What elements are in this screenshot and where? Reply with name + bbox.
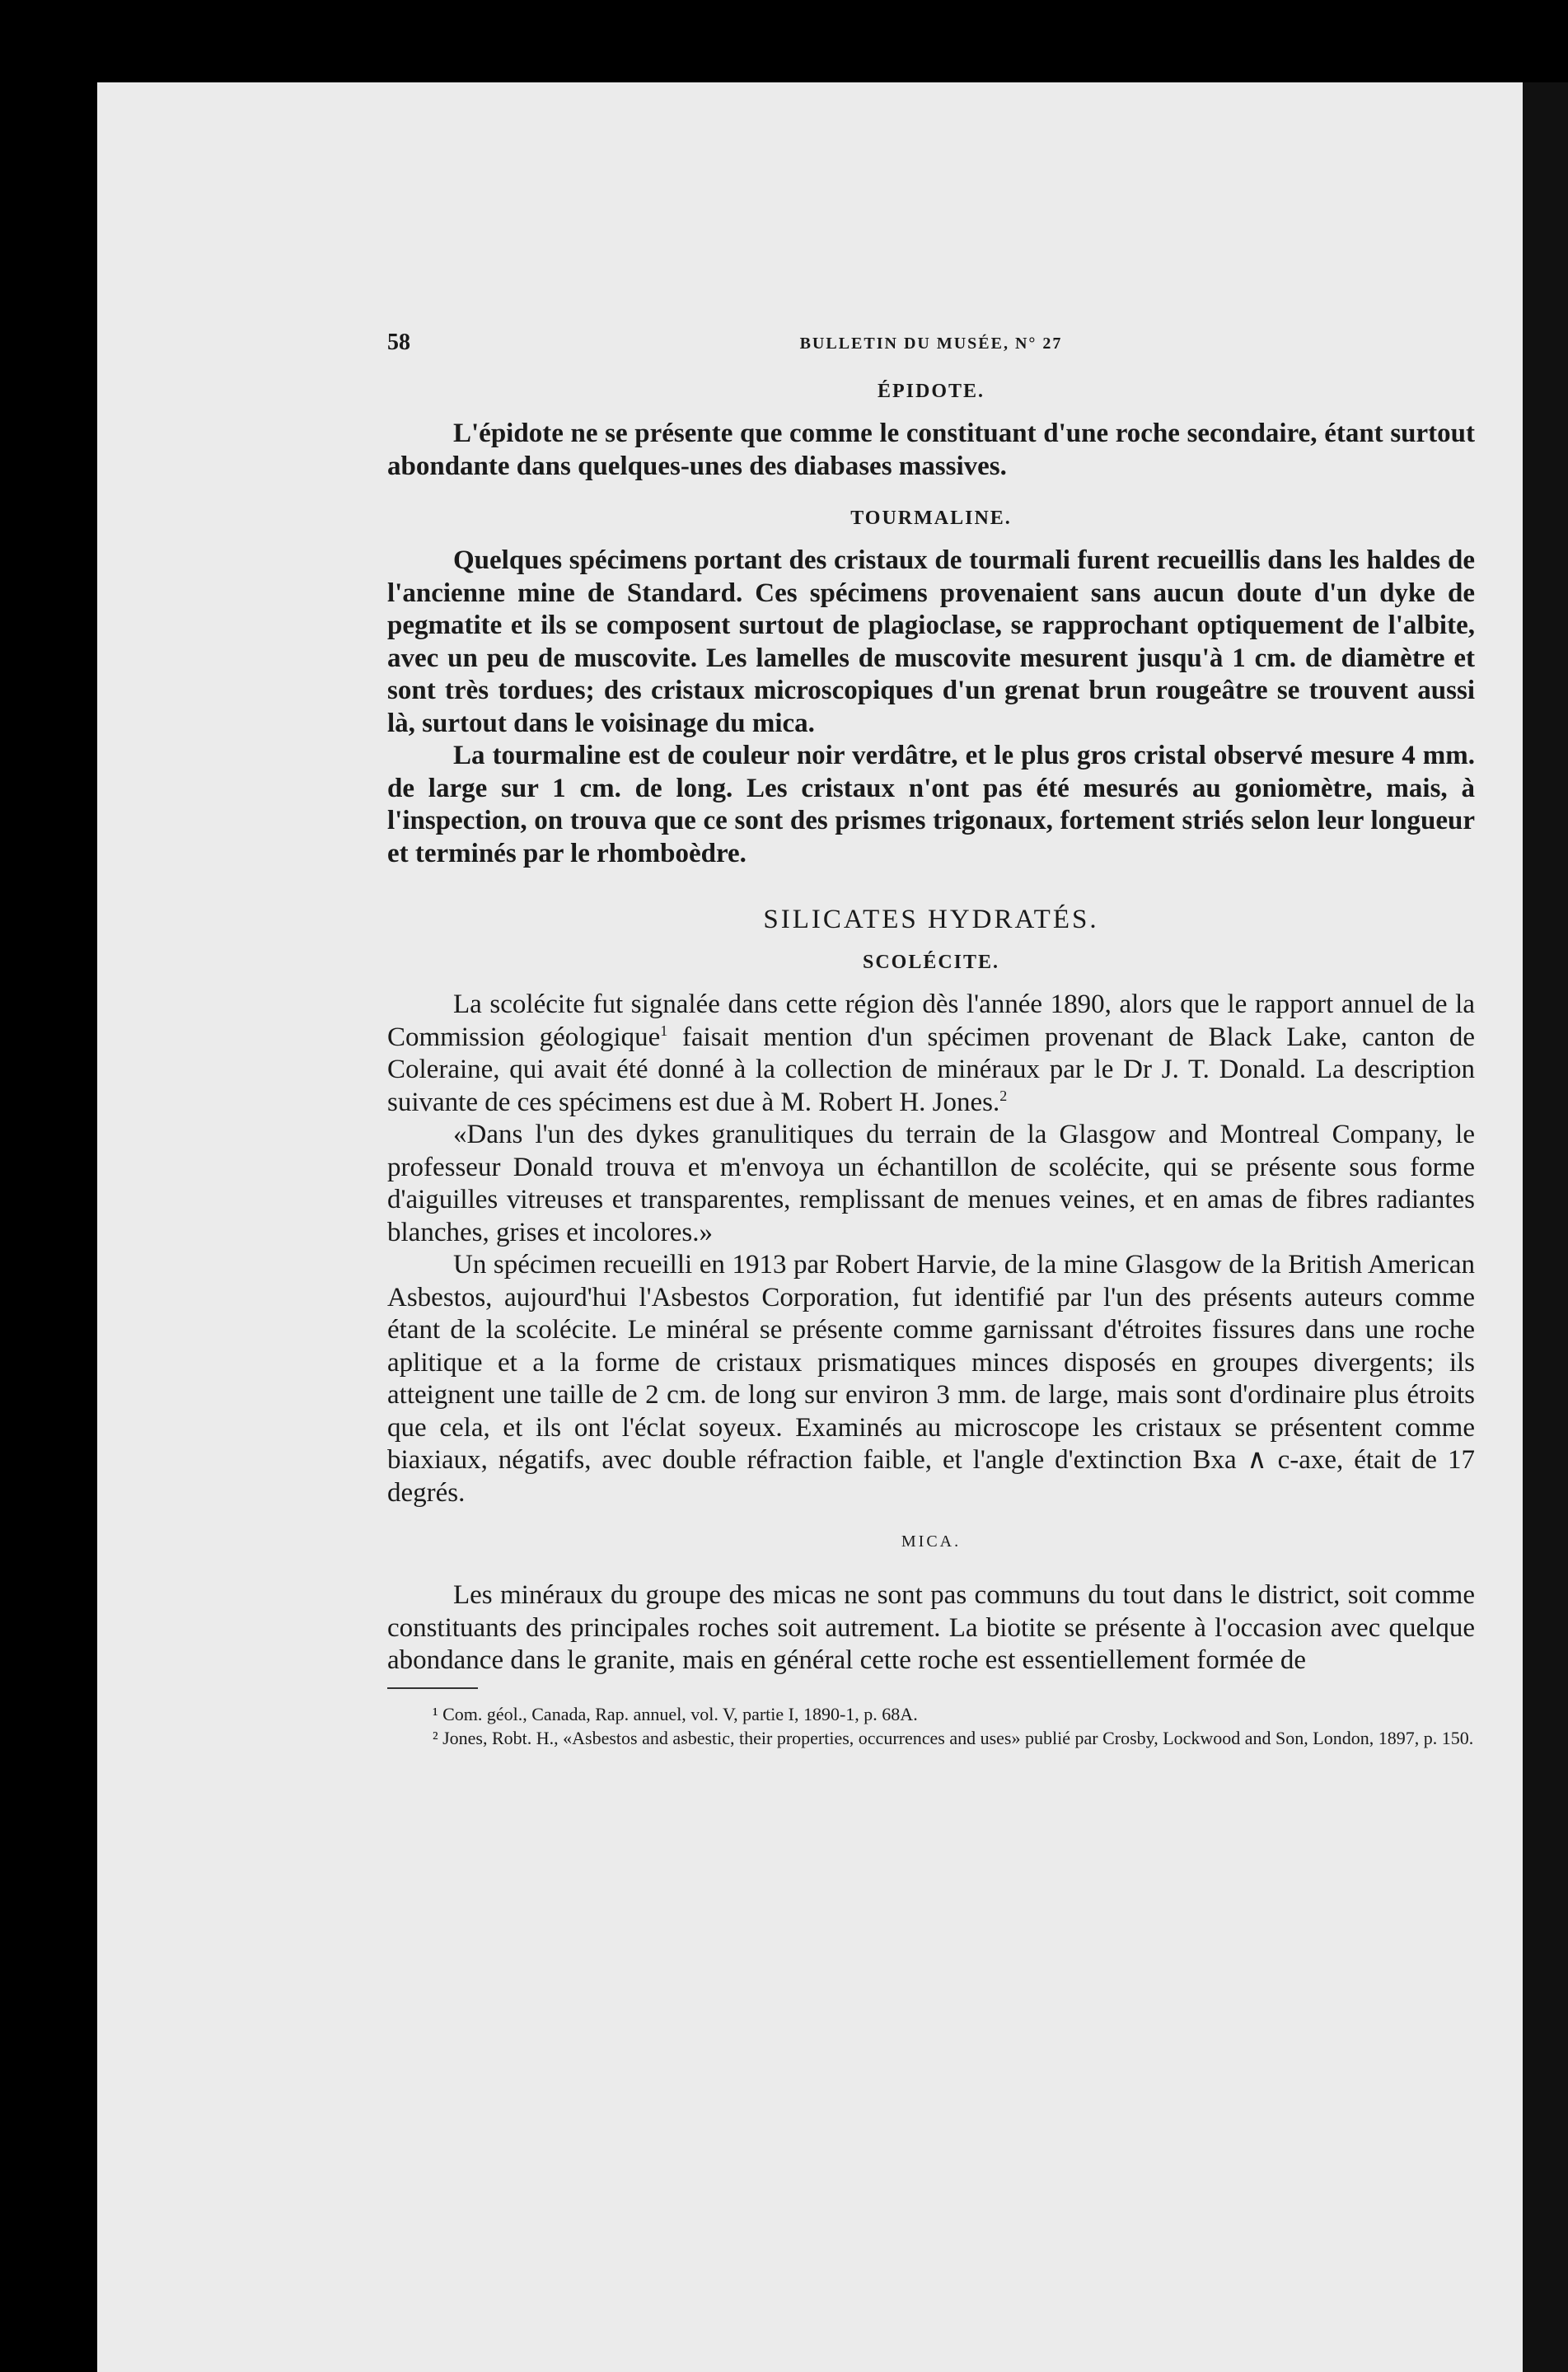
text-column [387, 330, 1475, 1750]
paragraph-scolecite-1 [387, 989, 1475, 1119]
footnote-ref-2: 2 [999, 1087, 1008, 1104]
footnote-2: ² Jones, Robt. H., «Asbestos and asbestic, their properties, occurrences and uses» publié par Crosby, Lockwood and Son, London, 1897, p. 150. [433, 1727, 1474, 1748]
paragraph-mica: Les minéraux du groupe des micas ne sont pas communs du tout dans le district, soit comme constituants des principales roches soit autrement. La biotite se présente à l'occasion avec quelque abondance dans le granite, mais en général cette roche est essentiellement formée de [387, 1580, 1475, 1675]
scolecite-text-a: La scolécite fut signalée dans cette région dès l'année 1890, alors que le rapport annuel de la Commission géologique [387, 990, 1475, 1052]
paragraph-tourmaline-1: Quelques spécimens portant des cristaux de tourmali furent recueillis dans les haldes de l'ancienne mine de Standard. Ces spécimens provenaient sans aucun doute d'un dyke de pegmatite et ils se composent surtout de plagioclase, se rapprochant optiquement de l'albite, avec un peu de muscovite. Les lamelles de muscovite mesurent jusqu'à 1 cm. de diamètre et sont très tordues; des cristaux microscopiques d'un grenat brun rougeâtre se trouvent aussi là, surtout dans le voisinage du mica. [387, 545, 1475, 738]
footnote-1: ¹ Com. géol., Canada, Rap. annuel, vol. V, partie I, 1890-1, p. 68A. [433, 1703, 918, 1724]
heading-epidote: ÉPIDOTE. [877, 381, 985, 402]
heading-tourmaline: TOURMALINE. [850, 508, 1012, 529]
paragraph-scolecite-2: «Dans l'un des dykes granulitiques du terrain de la Glasgow and Montreal Company, le professeur Donald trouva et m'envoya un échantillon de scolécite, qui se présente sous forme d'aiguilles vitreuses et transparentes, remplissant de menues veines, et en amas de fibres radiantes blanches, grises et incolores.» [387, 1120, 1475, 1247]
scan-edge [1523, 82, 1568, 2372]
page-number: 58 [387, 330, 410, 355]
heading-scolecite: SCOLÉCITE. [862, 952, 1000, 973]
paragraph-tourmaline-2: La tourmaline est de couleur noir verdâtre, et le plus gros cristal observé mesure 4 mm. de large sur 1 cm. de long. Les cristaux n'ont pas été mesurés au goniomètre, mais, à l'inspection, on trouva que ce sont des prismes trigonaux, fortement striés selon leur longueur et terminés par le rhomboèdre. [387, 741, 1475, 868]
paragraph-scolecite-3: Un spécimen recueilli en 1913 par Robert Harvie, de la mine Glasgow de la British American Asbestos, aujourd'hui l'Asbestos Corporation, fut identifié par l'un des présents auteurs comme étant de la scolécite. Le minéral se présente comme garnissant d'étroites fissures dans une roche aplitique et a la forme de cristaux prismatiques minces disposés en groupes divergents; ils atteignent une taille de 2 cm. de long sur environ 3 mm. de large, mais sont d'ordinaire plus étroits que cela, et ils ont l'éclat soyeux. Examinés au microscope les cristaux se présentent comme biaxiaux, négatifs, avec double réfraction faible, et l'angle d'extinction Bxa ∧ c-axe, était de 17 degrés. [387, 1250, 1475, 1508]
footnote-rule [387, 1687, 478, 1702]
page-header [387, 330, 1475, 367]
footnote-ref-1: 1 [660, 1022, 668, 1039]
scolecite-text-b: faisait mention d'un spécimen provenant de Black Lake, canton de Coleraine, qui avait été donné à la collection de minéraux par le Dr J. T. Donald. La description suivante de ces spécimens est due à M. Robert H. Jones. [387, 1022, 1476, 1117]
paragraph-epidote: L'épidote ne se présente que comme le constituant d'une roche secondaire, étant surtout abondante dans quelques-unes des diabases massives. [387, 419, 1475, 481]
heading-silicates: SILICATES HYDRATÉS. [763, 905, 1099, 934]
running-title: BULLETIN DU MUSÉE, N° 27 [799, 335, 1063, 353]
heading-mica: MICA. [901, 1532, 962, 1551]
